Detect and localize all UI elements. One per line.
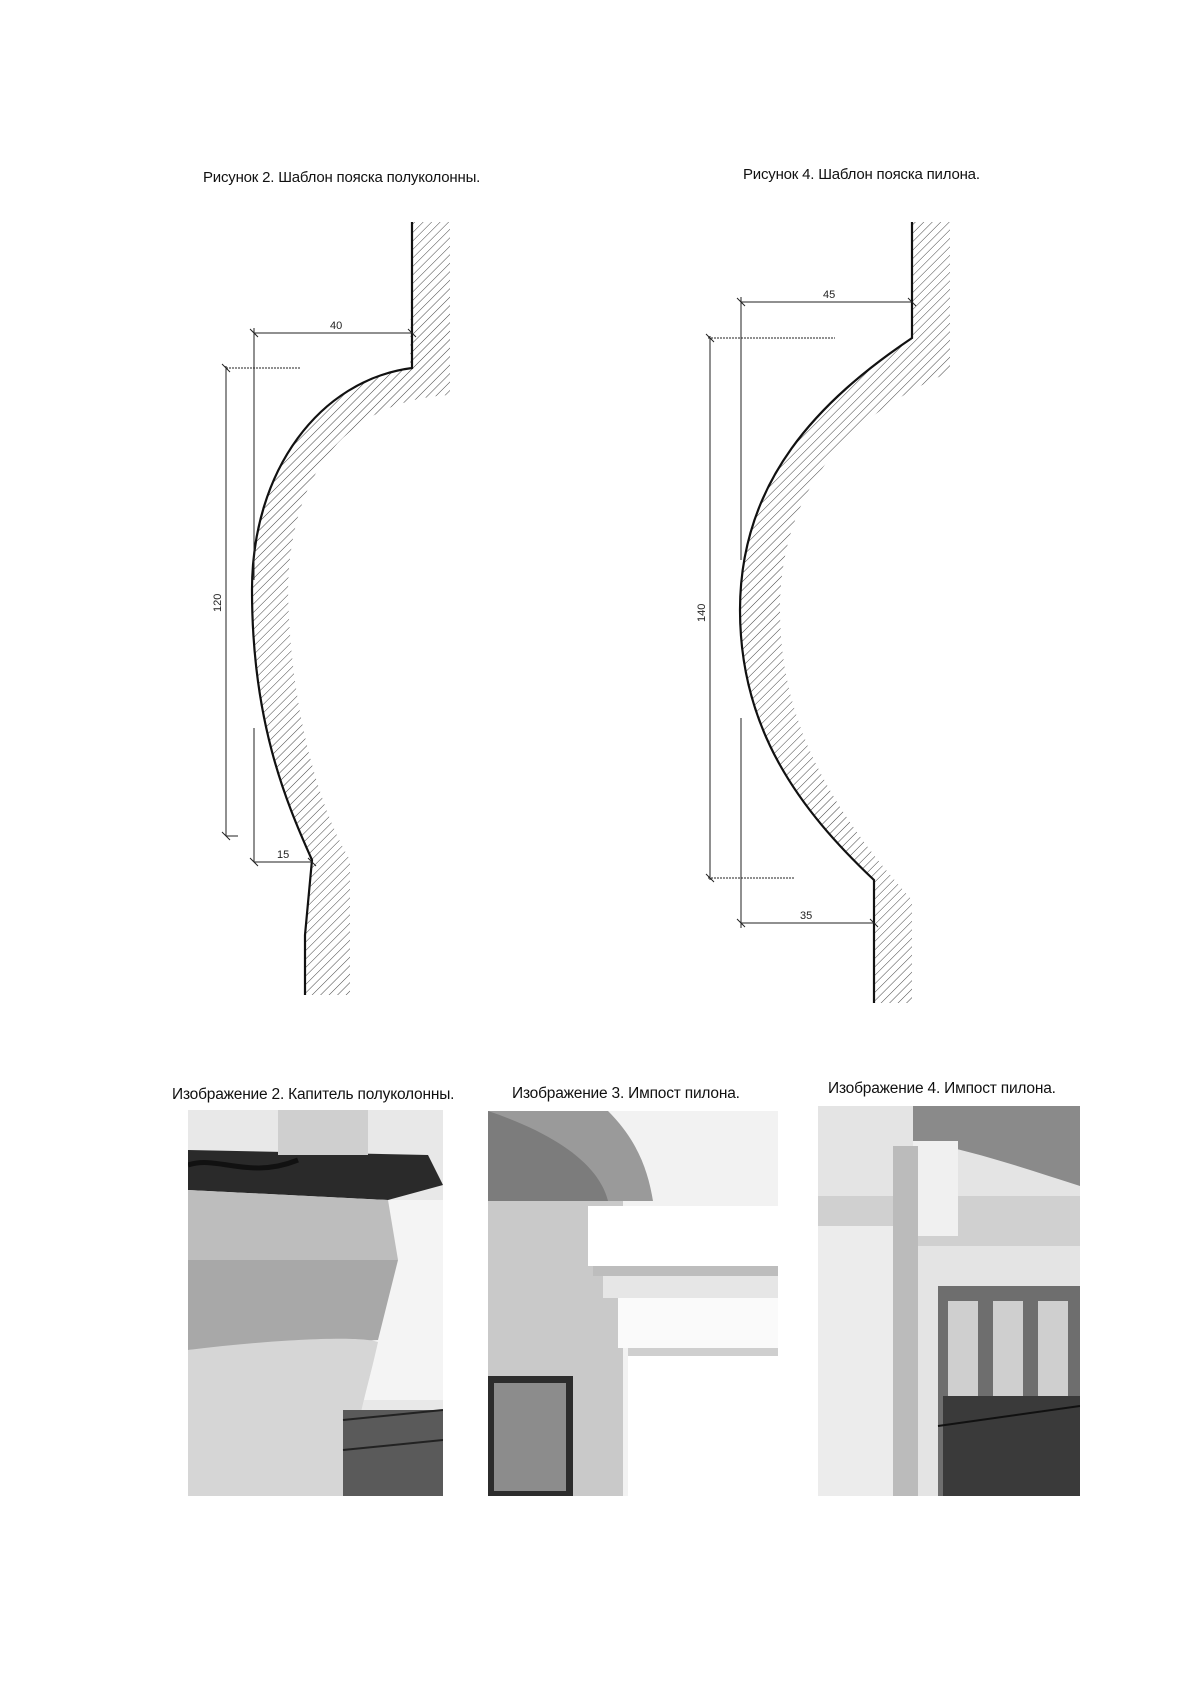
figure-4-dim-bottom: 35: [800, 910, 813, 922]
figure-4-hatched-section: [740, 222, 950, 1003]
figure-2-dim-height: 120: [212, 593, 224, 612]
figure-2-dim-bottom: 15: [277, 849, 290, 861]
figure-4-dim-height: 140: [696, 603, 708, 622]
image-2-caption: Изображение 2. Капитель полуколонны.: [172, 1086, 455, 1103]
figure-2-hatched-section: [252, 222, 450, 995]
image-4-photo: [818, 1106, 1080, 1496]
figure-4-dim-top: 45: [823, 289, 836, 301]
figure-4-caption: Рисунок 4. Шаблон пояска пилона.: [743, 166, 980, 183]
image-3-caption: Изображение 3. Импост пилона.: [512, 1085, 740, 1102]
image-3-photo: [488, 1111, 778, 1496]
figure-2-profile: [252, 222, 450, 995]
figure-2-dim-top: 40: [330, 320, 343, 332]
figure-2-caption: Рисунок 2. Шаблон пояска полуколонны.: [203, 169, 481, 186]
image-2-photo: [188, 1110, 443, 1496]
image-4-caption: Изображение 4. Импост пилона.: [828, 1080, 1056, 1097]
figure-4-profile: [740, 222, 950, 1003]
